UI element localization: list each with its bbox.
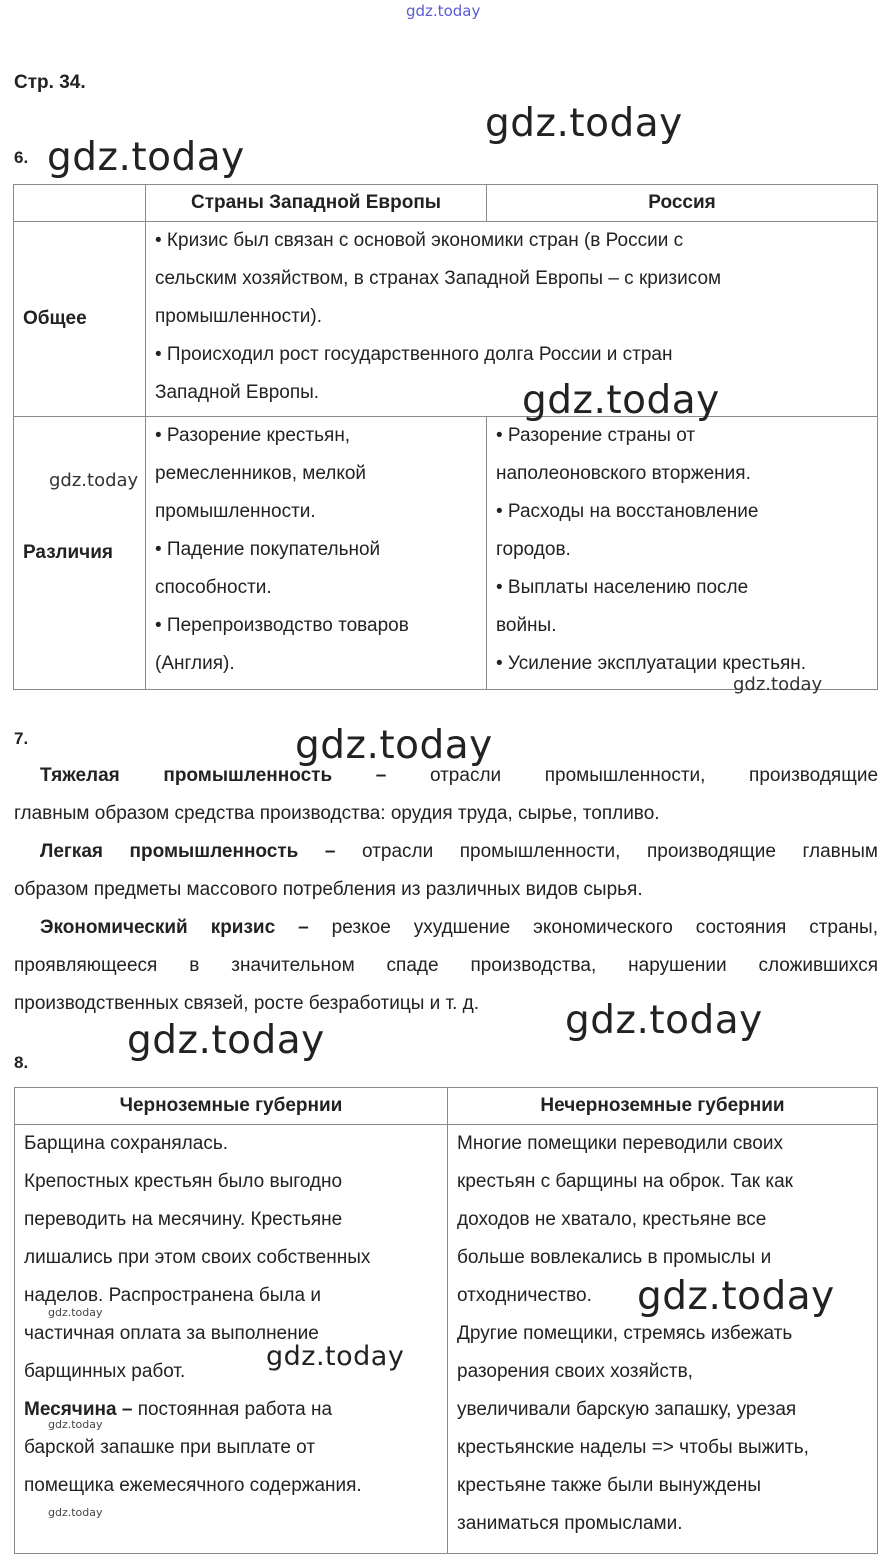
task6-common-line: • Кризис был связан с основой экономики стран (в России с: [155, 230, 684, 251]
task6-number: 6.: [14, 148, 29, 167]
definition-term: Экономический кризис: [40, 917, 276, 938]
non-black-earth-line: разорения своих хозяйств,: [457, 1361, 693, 1382]
non-black-earth-line: заниматься промыслами.: [457, 1513, 683, 1534]
mesyachina-line: барской запашке при выплате от: [24, 1437, 316, 1458]
task8-header-non-black-earth: Нечерноземные губернии: [448, 1088, 878, 1125]
task6-common-line: сельским хозяйством, в странах Западной Европы – с кризисом: [155, 268, 722, 289]
task6-diff-west-line: ремесленников, мелкой: [155, 463, 367, 484]
task6-diff-west-line: • Перепроизводство товаров: [155, 615, 409, 636]
task8-header-black-earth: Черноземные губернии: [15, 1088, 448, 1125]
black-earth-line: Барщина сохранялась.: [24, 1133, 228, 1154]
black-earth-line: Крепостных крестьян было выгодно: [24, 1171, 343, 1192]
definition-heavy-industry: [14, 757, 878, 833]
task6-diff-west-line: способности.: [155, 577, 272, 598]
task7-definitions: [14, 757, 878, 1023]
task6-diff-russia-line: • Усиление эксплуатации крестьян.: [496, 653, 807, 674]
task8-content-row: [15, 1125, 878, 1554]
task8-number: 8.: [14, 1053, 29, 1072]
task6-diff-west-line: промышленности.: [155, 501, 316, 522]
definition-term: Легкая промышленность: [40, 841, 299, 862]
task6-diff-row: [14, 417, 878, 690]
black-earth-line: наделов. Распространена была и: [24, 1285, 321, 1306]
non-black-earth-line: Другие помещики, стремясь избежать: [457, 1323, 793, 1344]
task6-diff-russia-line: наполеоновского вторжения.: [496, 463, 751, 484]
definition-line: [14, 833, 878, 871]
task6-diff-russia-line: войны.: [496, 615, 557, 636]
non-black-earth-line: больше вовлекались в промыслы и: [457, 1247, 772, 1268]
black-earth-line: лишались при этом своих собственных: [24, 1247, 371, 1268]
task6-diff-russia-line: городов.: [496, 539, 571, 560]
definition-text: отрасли промышленности, производящие главным: [335, 841, 878, 862]
page-label: Стр. 34.: [14, 72, 86, 93]
non-black-earth-line: увеличивали барскую запашку, урезая: [457, 1399, 797, 1420]
task7-number: 7.: [14, 729, 29, 748]
black-earth-line: частичная оплата за выполнение: [24, 1323, 319, 1344]
non-black-earth-line: крестьяне также были вынуждены: [457, 1475, 762, 1496]
task6-diff-west-line: • Падение покупательной: [155, 539, 381, 560]
task6-common-cell: [146, 222, 878, 417]
watermark: gdz.today: [485, 101, 683, 146]
watermark: gdz.today: [565, 998, 763, 1043]
mesyachina-dash: –: [116, 1399, 133, 1420]
definition-term: Тяжелая промышленность: [40, 765, 333, 786]
task6-common-line: • Происходил рост государственного долга России и стран: [155, 344, 673, 365]
task6-diff-west-line: • Разорение крестьян,: [155, 425, 351, 446]
watermark: gdz.today: [637, 1274, 835, 1319]
definition-line: производственных связей, росте безработицы и т. д.: [14, 993, 480, 1014]
definition-line: главным образом средства производства: орудия труда, сырье, топливо.: [14, 803, 660, 824]
task6-table: [13, 184, 878, 690]
non-black-earth-line: отходничество.: [457, 1285, 592, 1306]
watermark: gdz.today: [49, 470, 139, 491]
definition-dash: –: [332, 765, 387, 786]
task6-diff-russia-line: • Разорение страны от: [496, 425, 696, 446]
watermark: gdz.today: [48, 1418, 103, 1431]
task6-header-west: Страны Западной Европы: [146, 185, 487, 222]
task6-diff-label: Различия: [14, 417, 146, 690]
watermark: gdz.today: [266, 1341, 405, 1372]
task6-common-row: [14, 222, 878, 417]
watermark-top: gdz.today: [406, 2, 481, 20]
task8-non-black-earth-cell: [448, 1125, 878, 1554]
watermark: gdz.today: [295, 723, 493, 768]
mesyachina-text: постоянная работа на: [132, 1399, 333, 1420]
mesyachina-term: Месячина: [24, 1399, 117, 1420]
task8-table: [14, 1087, 878, 1554]
non-black-earth-line: крестьян с барщины на оброк. Так как: [457, 1171, 793, 1192]
task6-diff-russia-line: • Выплаты населению после: [496, 577, 749, 598]
task6-diff-russia-cell: [487, 417, 878, 690]
task6-header-russia: Россия: [487, 185, 878, 222]
definition-light-industry: [14, 833, 878, 909]
task8-black-earth-cell: [15, 1125, 448, 1554]
task6-header-empty: [14, 185, 146, 222]
task6-diff-west-line: (Англия).: [155, 653, 235, 674]
watermark: gdz.today: [47, 135, 245, 180]
non-black-earth-line: Многие помещики переводили своих: [457, 1133, 783, 1154]
non-black-earth-line: доходов не хватало, крестьяне все: [457, 1209, 767, 1230]
definition-line: [14, 909, 878, 947]
task8-header-row: [15, 1088, 878, 1125]
watermark: gdz.today: [127, 1018, 325, 1063]
definition-line: образом предметы массового потребления из различных видов сырья.: [14, 879, 643, 900]
task6-common-line: промышленности).: [155, 306, 323, 327]
black-earth-line: барщинных работ.: [24, 1361, 186, 1382]
definition-text: резкое ухудшение экономического состояния страны,: [308, 917, 878, 938]
task6-diff-russia-line: • Расходы на восстановление: [496, 501, 759, 522]
mesyachina-line: помещика ежемесячного содержания.: [24, 1475, 362, 1496]
task6-common-line: Западной Европы.: [155, 382, 320, 403]
watermark: gdz.today: [522, 378, 720, 423]
definition-dash: –: [298, 841, 336, 862]
watermark: gdz.today: [48, 1506, 103, 1519]
black-earth-line: переводить на месячину. Крестьяне: [24, 1209, 343, 1230]
definition-text: отрасли промышленности, производящие: [386, 765, 879, 786]
definition-line: проявляющееся в значительном спаде производства, нарушении сложившихся: [14, 955, 878, 976]
task6-diff-west-cell: [146, 417, 487, 690]
definition-dash: –: [275, 917, 309, 938]
watermark: gdz.today: [733, 674, 823, 695]
task6-common-label: Общее: [14, 222, 146, 417]
watermark: gdz.today: [48, 1306, 103, 1319]
non-black-earth-line: крестьянские наделы => чтобы выжить,: [457, 1437, 809, 1458]
task6-header-row: [14, 185, 878, 222]
